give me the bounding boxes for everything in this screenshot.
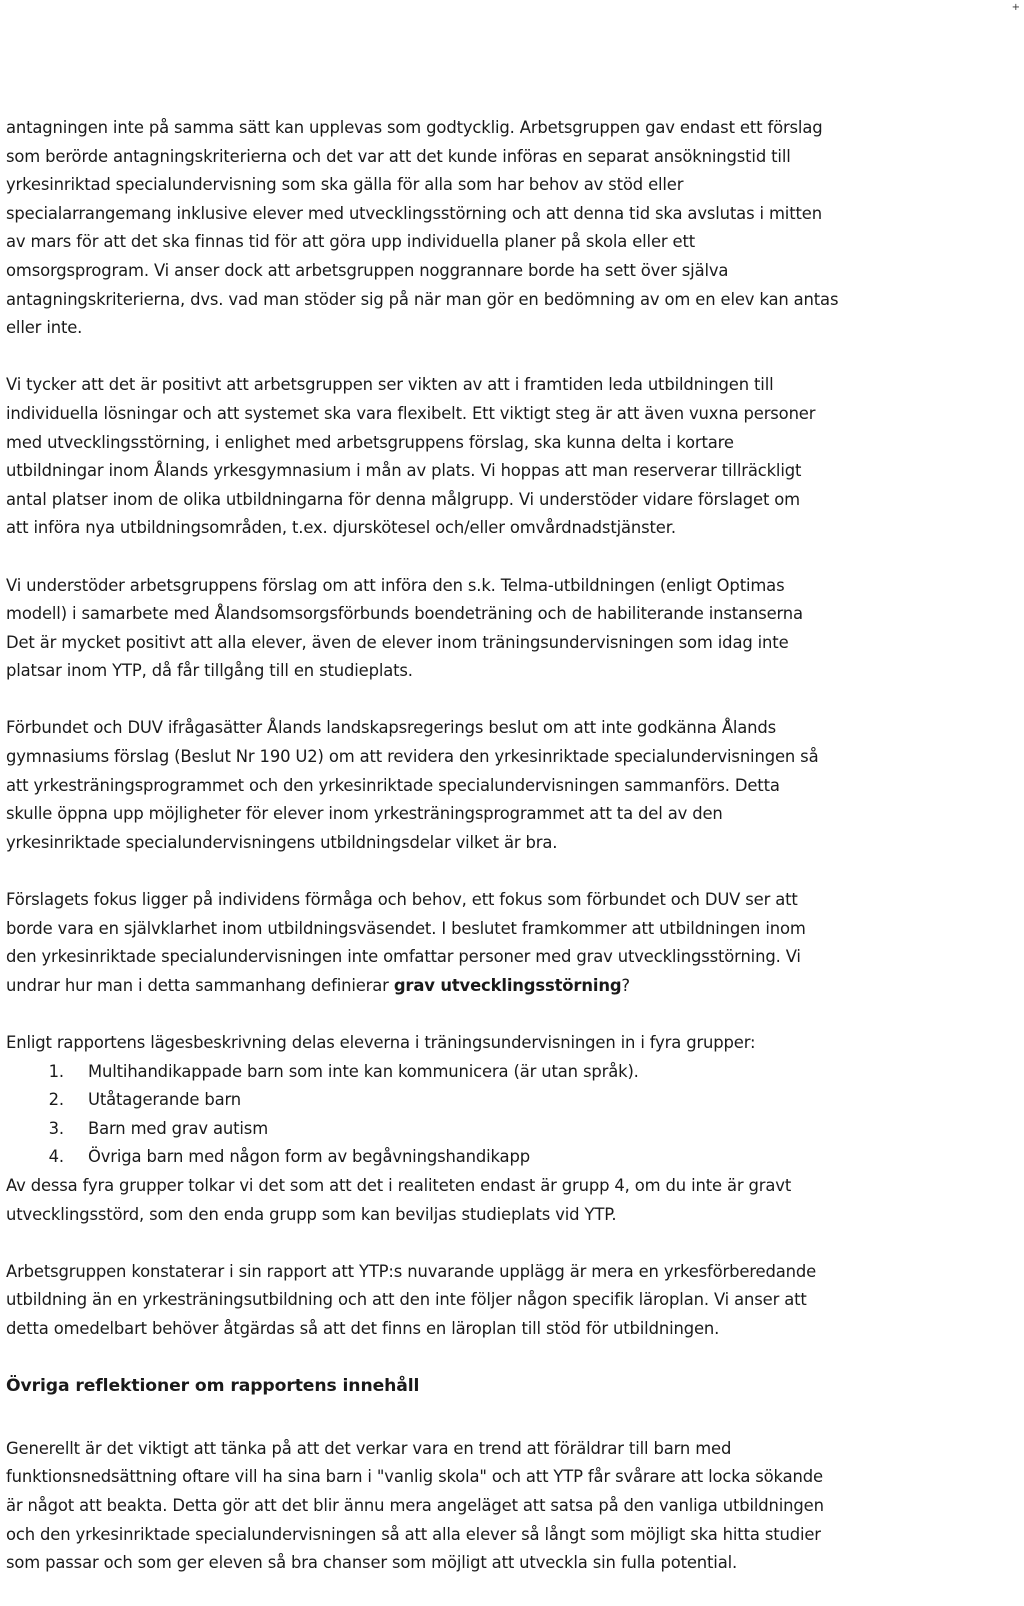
paragraph-individuella-losningar xyxy=(6,371,1016,543)
text-line: Generellt är det viktigt att tänka på att det verkar vara en trend att föräldrar till barn med xyxy=(6,1438,732,1458)
text-line: Det är mycket positivt att alla elever, även de elever inom träningsundervisningen som idag inte xyxy=(6,632,789,652)
text-line: detta omedelbart behöver åtgärdas så att det finns en läroplan till stöd för utbildningen. xyxy=(6,1318,720,1338)
paragraph-grupper-tolkning xyxy=(6,1172,1016,1229)
list-text: Barn med grav autism xyxy=(88,1118,269,1138)
text-line: den yrkesinriktade specialundervisningen inte omfattar personer med grav utvecklingsstörning. Vi xyxy=(6,947,801,967)
text-line: utvecklingsstörd, som den enda grupp som kan beviljas studieplats vid YTP. xyxy=(6,1204,617,1224)
text-line: Vi tycker att det är positivt att arbetsgruppen ser vikten av att i framtiden leda utbildningen till xyxy=(6,375,774,395)
paragraph-generellt xyxy=(6,1435,1016,1578)
text-line: funktionsnedsättning oftare vill ha sina barn i "vanlig skola" och att YTP får svårare att locka sökande xyxy=(6,1467,823,1487)
text-line: Arbetsgruppen konstaterar i sin rapport att YTP:s nuvarande upplägg är mera en yrkesförberedande xyxy=(6,1261,817,1281)
text-line: att yrkesträningsprogrammet och den yrkesinriktade specialundervisningen sammanförs. Detta xyxy=(6,775,780,795)
list-number: 1. xyxy=(48,1061,64,1081)
text-line: specialarrangemang inklusive elever med utvecklingsstörning och att denna tid ska avslutas i mitten xyxy=(6,203,822,223)
text-line: borde vara en självklarhet inom utbildningsväsendet. I beslutet framkommer att utbildningen inom xyxy=(6,918,806,938)
document-page xyxy=(6,114,1016,1606)
list-text: Multihandikappade barn som inte kan kommunicera (är utan språk). xyxy=(88,1061,639,1081)
list-item xyxy=(6,1115,1016,1144)
paragraph-forslagets-fokus xyxy=(6,886,1016,1000)
text-line: Vi understöder arbetsgruppens förslag om att införa den s.k. Telma-utbildningen (enligt Optimas xyxy=(6,575,785,595)
paragraph-telma xyxy=(6,572,1016,686)
text-line: omsorgsprogram. Vi anser dock att arbetsgruppen noggrannare borde ha sett över själva xyxy=(6,260,729,280)
text-line: av mars för att det ska finnas tid för att göra upp individuella planer på skola eller ett xyxy=(6,232,696,252)
list-number: 2. xyxy=(48,1090,64,1110)
text-line: utbildningar inom Ålands yrkesgymnasium i mån av plats. Vi hoppas att man reserverar tillräckligt xyxy=(6,461,802,481)
bold-term: grav utvecklingsstörning xyxy=(393,975,622,995)
section-heading: Övriga reflektioner om rapportens innehåll xyxy=(6,1376,420,1397)
text-line: som passar och som ger eleven så bra chanser som möjligt att utveckla sin fulla potential. xyxy=(6,1553,738,1573)
text-line: Förbundet och DUV ifrågasätter Ålands landskapsregerings beslut om att inte godkänna Ålands xyxy=(6,718,777,738)
text-line: yrkesinriktad specialundervisning som ska gälla för alla som har behov av stöd eller xyxy=(6,175,684,195)
list-number: 4. xyxy=(48,1147,64,1167)
text-fragment: ? xyxy=(621,975,630,995)
text-line: Enligt rapportens lägesbeskrivning delas eleverna i träningsundervisningen in i fyra grupper: xyxy=(6,1033,756,1052)
text-line: skulle öppna upp möjligheter för elever inom yrkesträningsprogrammet att ta del av den xyxy=(6,804,723,824)
list-number: 3. xyxy=(48,1118,64,1138)
corner-mark: + xyxy=(1011,2,1020,13)
text-line: Förslagets fokus ligger på individens förmåga och behov, ett fokus som förbundet och DUV ser att xyxy=(6,890,798,910)
paragraph-grupper-intro xyxy=(6,1029,1016,1058)
text-line xyxy=(6,972,1016,1001)
group-list xyxy=(6,1058,1016,1172)
text-line: gymnasiums förslag (Beslut Nr 190 U2) om att revidera den yrkesinriktade specialundervisningen så xyxy=(6,747,819,767)
text-fragment: undrar hur man i detta sammanhang definierar xyxy=(6,975,394,995)
paragraph-antagning xyxy=(6,114,1016,343)
text-line: antagningen inte på samma sätt kan upplevas som godtycklig. Arbetsgruppen gav endast ett förslag xyxy=(6,118,823,137)
text-line: yrkesinriktade specialundervisningens utbildningsdelar vilket är bra. xyxy=(6,832,558,852)
text-line: med utvecklingsstörning, i enlighet med arbetsgruppens förslag, ska kunna delta i kortare xyxy=(6,432,734,452)
text-line: platsar inom YTP, då får tillgång till en studieplats. xyxy=(6,661,413,681)
list-text: Övriga barn med någon form av begåvningshandikapp xyxy=(88,1147,530,1167)
paragraph-laroplan xyxy=(6,1258,1016,1344)
text-line: modell) i samarbete med Ålandsomsorgsförbunds boendeträning och de habiliterande instanserna xyxy=(6,604,803,624)
text-line: antagningskriterierna, dvs. vad man stöder sig på när man gör en bedömning av om en elev kan antas xyxy=(6,289,839,309)
list-item xyxy=(6,1058,1016,1087)
list-item xyxy=(6,1143,1016,1172)
text-line: Av dessa fyra grupper tolkar vi det som att det i realiteten endast är grupp 4, om du inte är gravt xyxy=(6,1175,792,1195)
list-text: Utåtagerande barn xyxy=(88,1090,242,1110)
text-line: är något att beakta. Detta gör att det blir ännu mera angeläget att satsa på den vanliga utbildningen xyxy=(6,1495,824,1515)
text-line: att införa nya utbildningsområden, t.ex. djurskötesel och/eller omvårdnadstjänster. xyxy=(6,518,676,538)
text-line: utbildning än en yrkesträningsutbildning och att den inte följer någon specifik läroplan. Vi anser att xyxy=(6,1290,807,1310)
text-line: individuella lösningar och att systemet ska vara flexibelt. Ett viktigt steg är att även vuxna personer xyxy=(6,403,816,423)
text-line: och den yrkesinriktade specialundervisningen så att alla elever så långt som möjligt ska hitta studier xyxy=(6,1524,821,1544)
text-line: antal platser inom de olika utbildningarna för denna målgrupp. Vi understöder vidare förslaget om xyxy=(6,489,800,509)
text-line: eller inte. xyxy=(6,318,83,338)
text-line: som berörde antagningskriterierna och det var att det kunde införas en separat ansökningstid till xyxy=(6,146,791,166)
list-item xyxy=(6,1086,1016,1115)
paragraph-forbundet-duv xyxy=(6,714,1016,857)
